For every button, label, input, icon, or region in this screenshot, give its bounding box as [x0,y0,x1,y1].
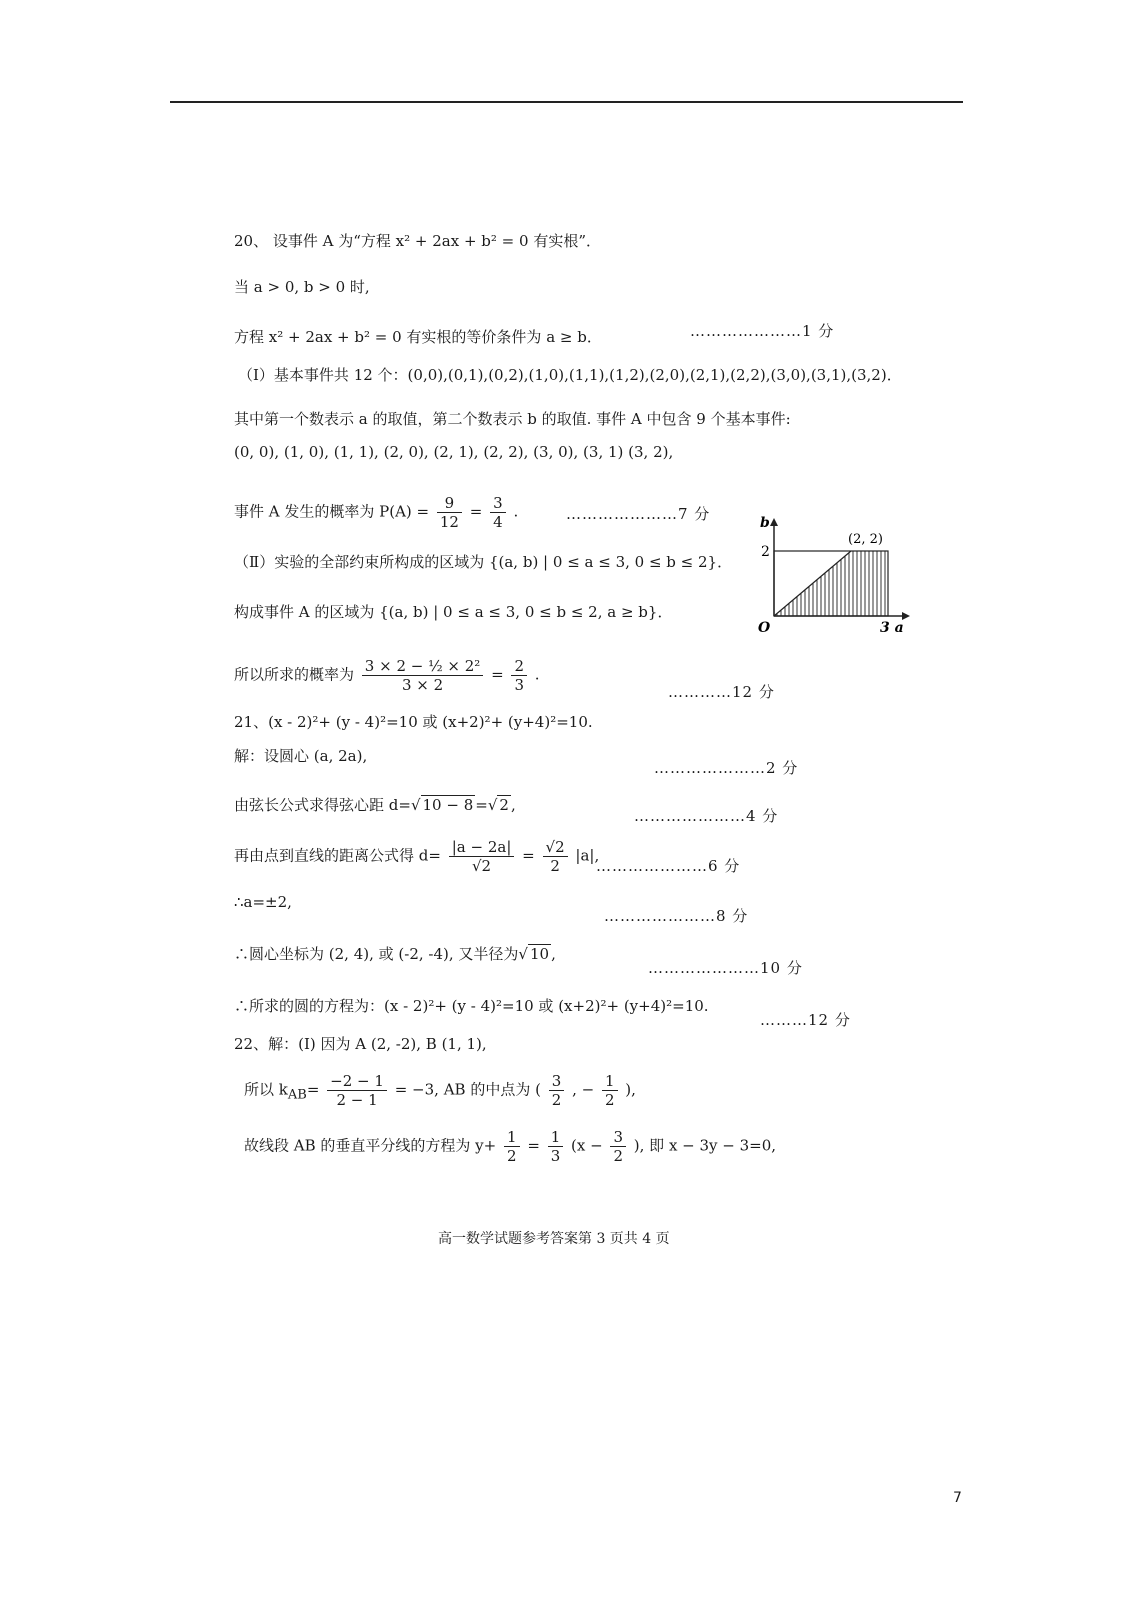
q22-result: ), 即 x − 3y − 3=0, [633,1136,777,1155]
q20-line-5: 其中第一个数表示 a 的取值，第二个数表示 b 的取值. 事件 A 中包含 9 个基本事件: [234,410,791,428]
q21-score-2: …………………2 分 [654,759,799,777]
q20-line-1: 20、 设事件 A 为“方程 x² + 2ax + b² = 0 有实根”． [234,232,601,250]
numerator: 3 [549,1072,565,1091]
q20-line-6: (0, 0), (1, 0), (1, 1), (2, 0), (2, 1), (2, 2), (3, 0), (3, 1) (3, 2), [234,443,674,461]
q21-chord-label: 由弦长公式求得弦心距 d= [234,796,411,814]
q20-line-7 [234,494,518,531]
q20-final-label: 所以所求的概率为 [234,665,355,684]
fraction-3-2 [549,1072,565,1109]
region-graph [758,515,914,636]
q20-score-1: …………………1 分 [690,322,835,340]
q22-midpoint-text: = −3, AB 的中点为 ( [394,1080,541,1099]
numerator: 1 [548,1128,564,1147]
equals-sign: = [306,1080,320,1099]
q21-distance-label: 再由点到直线的距离公式得 d= [234,846,441,865]
q20-line-2: 当 a > 0, b > 0 时, [234,278,370,296]
numerator: 2 [511,657,527,676]
abs-a: |a|, [575,846,600,865]
q21-score-10: …………………10 分 [648,959,803,977]
q21-score-6: …………………6 分 [596,857,741,875]
page-number: 7 [953,1490,962,1506]
numerator: −2 − 1 [327,1072,387,1091]
a-axis-arrow-icon [902,612,910,620]
denominator: √2 [472,857,492,875]
numerator: |a − 2a| [449,838,515,857]
equals-sign: = [469,502,483,521]
q20-line-10 [234,657,540,694]
event-region [774,551,888,616]
fraction-slope [327,1072,387,1109]
comma: , [551,945,556,963]
close-paren: ), [625,1080,636,1099]
q21-score-8: …………………8 分 [604,907,749,925]
sqrt-icon: √ [487,796,498,814]
denominator: 12 [439,513,459,531]
fraction-9-12 [437,494,462,531]
page-footer: 高一数学试题参考答案第 3 页共 4 页 [438,1231,670,1247]
q21-score-4: …………………4 分 [634,807,779,825]
q22-bisector-label: 故线段 AB 的垂直平分线的方程为 y+ [244,1136,497,1155]
numerator: 3 [490,494,506,513]
label-two: 2 [761,544,770,560]
numerator: 1 [602,1072,618,1091]
sqrt-icon: √ [518,945,528,963]
q22-line-1: 22、解：(Ⅰ) 因为 A (2, -2), B (1, 1), [234,1035,487,1053]
fraction-3-2 [610,1128,626,1165]
denominator: 2 [613,1147,623,1165]
fraction-area [362,657,484,694]
denominator: 3 [514,676,524,694]
denominator: 4 [493,513,503,531]
q20-line-8: （Ⅱ）实验的全部约束所构成的区域为 {(a, b) | 0 ≤ a ≤ 3, 0 ≤ b ≤ 2}． [234,553,733,571]
radicand: 10 − 8 [422,796,474,814]
label-origin: O [758,620,771,636]
label-point-2-2: (2, 2) [848,532,883,547]
equals-sign: = [522,846,535,865]
slope-subscript: AB [287,1087,307,1103]
equals-sign: = [491,665,504,684]
q21-line-6 [234,944,556,964]
equals-sign: = [475,796,488,814]
q20-line-4: （Ⅰ）基本事件共 12 个：(0,0),(0,1),(0,2),(1,0),(1,1),(1,2),(2,0),(2,1),(2,2),(3,0),(3,1),(3,2)． [238,366,902,384]
denominator: 3 × 2 [401,676,444,694]
denominator: 2 − 1 [336,1091,378,1109]
fraction-1-2 [602,1072,618,1109]
q20-line-3: 方程 x² + 2ax + b² = 0 有实根的等价条件为 a ≥ b． [234,328,602,346]
equals-sign: = [527,1136,540,1155]
header-rule [170,101,963,103]
q20-score-12: …………12 分 [668,683,775,701]
q20-prob-label: 事件 A 发生的概率为 P(A) = [234,502,430,521]
comma: , [510,796,516,814]
q21-line-7: ∴所求的圆的方程为：(x - 2)²+ (y - 4)²=10 或 (x+2)²+ (y+4)²=10. [234,997,709,1015]
numerator: 3 [610,1128,626,1147]
denominator: 2 [551,1091,562,1109]
fraction-1-3 [548,1128,564,1165]
period: . [534,665,540,684]
radicand: 10 [529,945,550,963]
radicand: 2 [499,796,509,814]
label-three-a: 3 a [880,620,904,636]
q21-line-3 [234,795,516,815]
fraction-1-2 [504,1128,520,1165]
q20-line-9: 构成事件 A 的区域为 {(a, b) | 0 ≤ a ≤ 3, 0 ≤ b ≤ 2, a ≥ b}． [234,603,673,621]
b-axis-arrow-icon [770,518,778,526]
q20-score-7: …………………7 分 [566,505,711,523]
denominator: 2 [550,857,560,875]
x-minus: (x − [571,1136,603,1155]
q21-center-label: ∴圆心坐标为 (2, 4), 或 (-2, -4), 又半径为 [234,945,519,963]
period: . [513,502,519,521]
numerator: 9 [437,494,462,513]
numerator: √2 [543,838,568,857]
q22-line-2 [244,1072,636,1109]
numerator: 1 [504,1128,520,1147]
fraction-distance [449,838,515,875]
comma-minus: , − [572,1080,595,1099]
fraction-3-4 [490,494,506,531]
denominator: 3 [550,1147,561,1165]
denominator: 2 [604,1091,615,1109]
fraction-sqrt2-2 [543,838,568,875]
numerator: 3 × 2 − ½ × 2² [362,657,484,676]
denominator: 2 [507,1147,517,1165]
fraction-2-3 [511,657,527,694]
q22-slope-label: 所以 k [244,1080,288,1099]
q21-line-1: 21、(x - 2)²+ (y - 4)²=10 或 (x+2)²+ (y+4)²=10. [234,713,593,731]
label-b: b [760,515,770,531]
q21-line-5: ∴a=±2, [234,893,292,911]
q21-line-4 [234,838,599,875]
q21-score-12: ………12 分 [760,1011,851,1029]
q21-line-2: 解：设圆心 (a, 2a), [234,747,368,765]
sqrt-icon: √ [410,796,421,814]
q22-line-3 [244,1128,776,1165]
